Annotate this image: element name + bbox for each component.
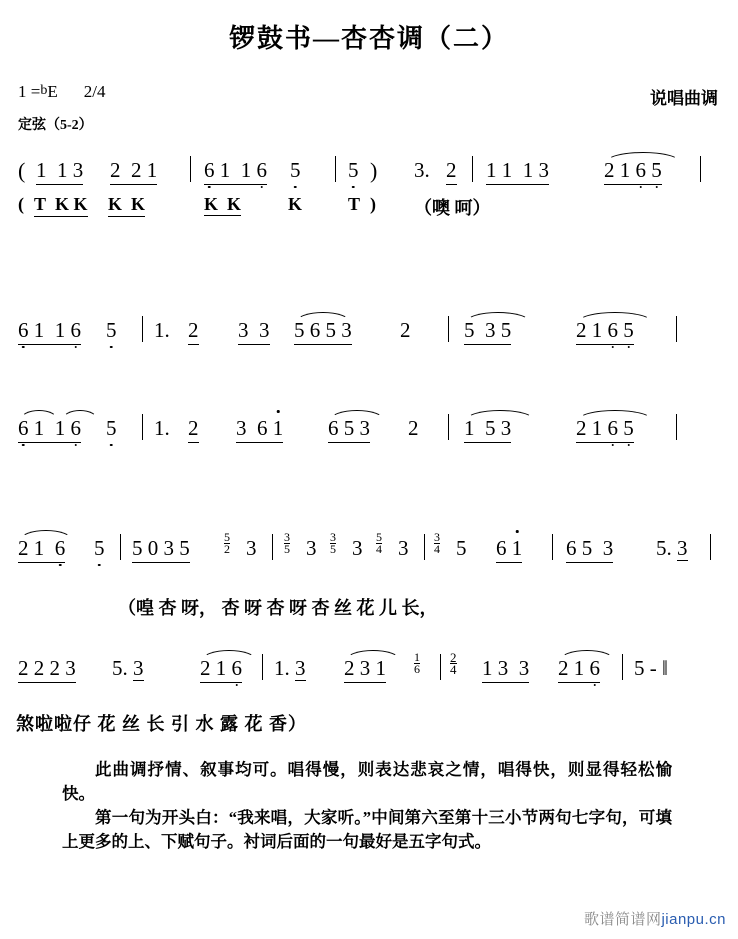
note-group: 2 xyxy=(188,416,199,443)
lyric-syllable: K xyxy=(288,194,303,214)
barline xyxy=(142,414,143,440)
final-note: 5 - ‖ xyxy=(634,656,668,680)
note: 1. xyxy=(154,318,170,342)
barline xyxy=(142,316,143,342)
lyrics-line-5 xyxy=(0,708,738,738)
barline xyxy=(622,654,623,680)
barline xyxy=(552,534,553,560)
music-system-3 xyxy=(0,408,738,450)
style-label: 说唱曲调 xyxy=(650,89,718,108)
note-group: 6 5 3 xyxy=(328,416,370,443)
music-system-2 xyxy=(0,310,738,352)
watermark-site: jianpu.cn xyxy=(661,911,726,928)
note-group: 1 3 3 xyxy=(482,656,529,683)
barline xyxy=(335,156,336,182)
note: 3 xyxy=(246,536,257,560)
tuning-label xyxy=(18,114,93,134)
note: 2 xyxy=(408,416,419,440)
note-group: 1 5 3 xyxy=(464,416,511,443)
note-group: 3 6 1 xyxy=(236,416,283,443)
fraction-note: $\frac{5}{4}$ xyxy=(376,530,382,556)
key-signature xyxy=(18,82,105,102)
lyrics-line-1 xyxy=(0,192,738,222)
note-group: 5 3 5 xyxy=(464,318,511,345)
note-group: 2 1 6 5 xyxy=(576,416,634,443)
note-group: 2 xyxy=(446,158,457,185)
note-group: 5 6 5 3 xyxy=(294,318,352,345)
note-group: 2 3 1 xyxy=(344,656,386,683)
barline xyxy=(472,156,473,182)
barline xyxy=(262,654,263,680)
notes-line-2 xyxy=(0,310,738,352)
music-system-5 xyxy=(0,648,738,738)
performance-notes xyxy=(62,758,672,854)
notes-line-1 xyxy=(0,150,738,192)
note-group: 2 1 6 5 xyxy=(576,318,634,345)
note: 5 xyxy=(106,318,117,342)
note-group: 1 1 1 3 xyxy=(486,158,549,185)
notes-line-5 xyxy=(0,648,738,690)
barline xyxy=(676,316,677,342)
note: 5 xyxy=(290,158,301,182)
page-title: 锣鼓书—杏杏调（二） xyxy=(228,24,509,53)
barline xyxy=(424,534,425,560)
note-group: 2 xyxy=(188,318,199,345)
watermark xyxy=(584,908,726,929)
note-group: 6 1 1 6 xyxy=(18,318,81,345)
music-system-1 xyxy=(0,150,738,222)
lyric-group: K K xyxy=(108,194,145,217)
fraction-note: $\frac{3}{5}$ xyxy=(330,530,336,556)
note-group: 6 1 xyxy=(496,536,522,563)
tuning-text: 定弦（5-2） xyxy=(18,118,93,133)
barline xyxy=(700,156,701,182)
notes-line-4 xyxy=(0,528,738,570)
barline xyxy=(676,414,677,440)
close-paren: ) xyxy=(370,158,378,183)
note: 5 xyxy=(456,536,467,560)
note-group: 2 2 1 xyxy=(110,158,157,185)
note: 5 xyxy=(106,416,117,440)
fraction-note: $\frac{3}{5}$ xyxy=(284,530,290,556)
note: 3 xyxy=(398,536,409,560)
lyric-group: K K xyxy=(204,194,242,214)
notes-line-3 xyxy=(0,408,738,450)
note-group: 2 1 6 xyxy=(558,656,600,683)
lyric-group: T K K xyxy=(34,194,88,217)
watermark-prefix: 歌谱简谱网 xyxy=(583,911,662,928)
barline xyxy=(448,316,449,342)
lyric-phrase: （喤 杏 呀， 杏 呀 杏 呀 杏 丝 花 儿 长， xyxy=(118,598,438,618)
barline xyxy=(448,414,449,440)
lyrics-line-4 xyxy=(0,592,738,622)
barline xyxy=(440,654,441,680)
note-group: 2 1 6 xyxy=(200,656,242,683)
barline xyxy=(272,534,273,560)
note-paragraph-1: 此曲调抒情、叙事均可。唱得慢，则表达悲哀之情，唱得快，则显得轻松愉快。 xyxy=(62,760,672,803)
fraction-note: $\frac{5}{2}$ xyxy=(224,530,230,556)
key-prefix: 1 = xyxy=(18,82,41,101)
lyric-phrase: （噢 呵） xyxy=(414,198,491,218)
note: 3 xyxy=(352,536,363,560)
note: 3 xyxy=(306,536,317,560)
barline xyxy=(120,534,121,560)
key-letter: E xyxy=(47,82,58,101)
meter-change: $\frac{2}{4}$ xyxy=(450,650,457,677)
note: 5. 3 xyxy=(112,656,144,680)
note-group: 3 3 xyxy=(238,318,270,345)
note-group: 6 1 1 6 xyxy=(204,158,267,185)
lyric-close-paren: ) xyxy=(370,194,376,214)
note-group: 1 1 3 xyxy=(36,158,83,185)
note: 2 xyxy=(400,318,411,342)
fraction-note: $\frac{3}{4}$ xyxy=(434,530,440,556)
note: 5. 3 xyxy=(656,536,688,560)
barline xyxy=(190,156,191,182)
fraction-note: $\frac{1}{6}$ xyxy=(414,650,420,676)
note-group: 2 1 6 xyxy=(18,536,65,563)
flat-symbol: b xyxy=(40,83,48,98)
open-paren: ( xyxy=(18,158,26,183)
note-paragraph-2: 第一句为开头白：“我来唱，大家听。”中间第六至第十三小节两句七字句，可填上更多的上、下赋句子。衬词后面的一句最好是五字句式。 xyxy=(62,808,672,851)
barline xyxy=(710,534,711,560)
note-group: 5 0 3 5 xyxy=(132,536,190,563)
note-group: 2 1 6 5 xyxy=(604,158,662,185)
lyric-open-paren: ( xyxy=(18,194,24,214)
note: 5 xyxy=(348,158,359,182)
note-group: 2 2 2 3 xyxy=(18,656,76,683)
lyric-phrase: 煞啦啦仔 花 丝 长 引 水 露 花 香） xyxy=(16,714,307,734)
note: 1. 3 xyxy=(274,656,306,680)
lyric-syllable: T xyxy=(348,194,361,214)
time-signature: 2/4 xyxy=(83,82,106,101)
note-group: 6 5 3 xyxy=(566,536,613,563)
note: 3. xyxy=(414,158,430,182)
note: 5 xyxy=(94,536,105,560)
note: 1. xyxy=(154,416,170,440)
music-system-4 xyxy=(0,528,738,622)
note-group: 6 1 1 6 xyxy=(18,416,81,443)
